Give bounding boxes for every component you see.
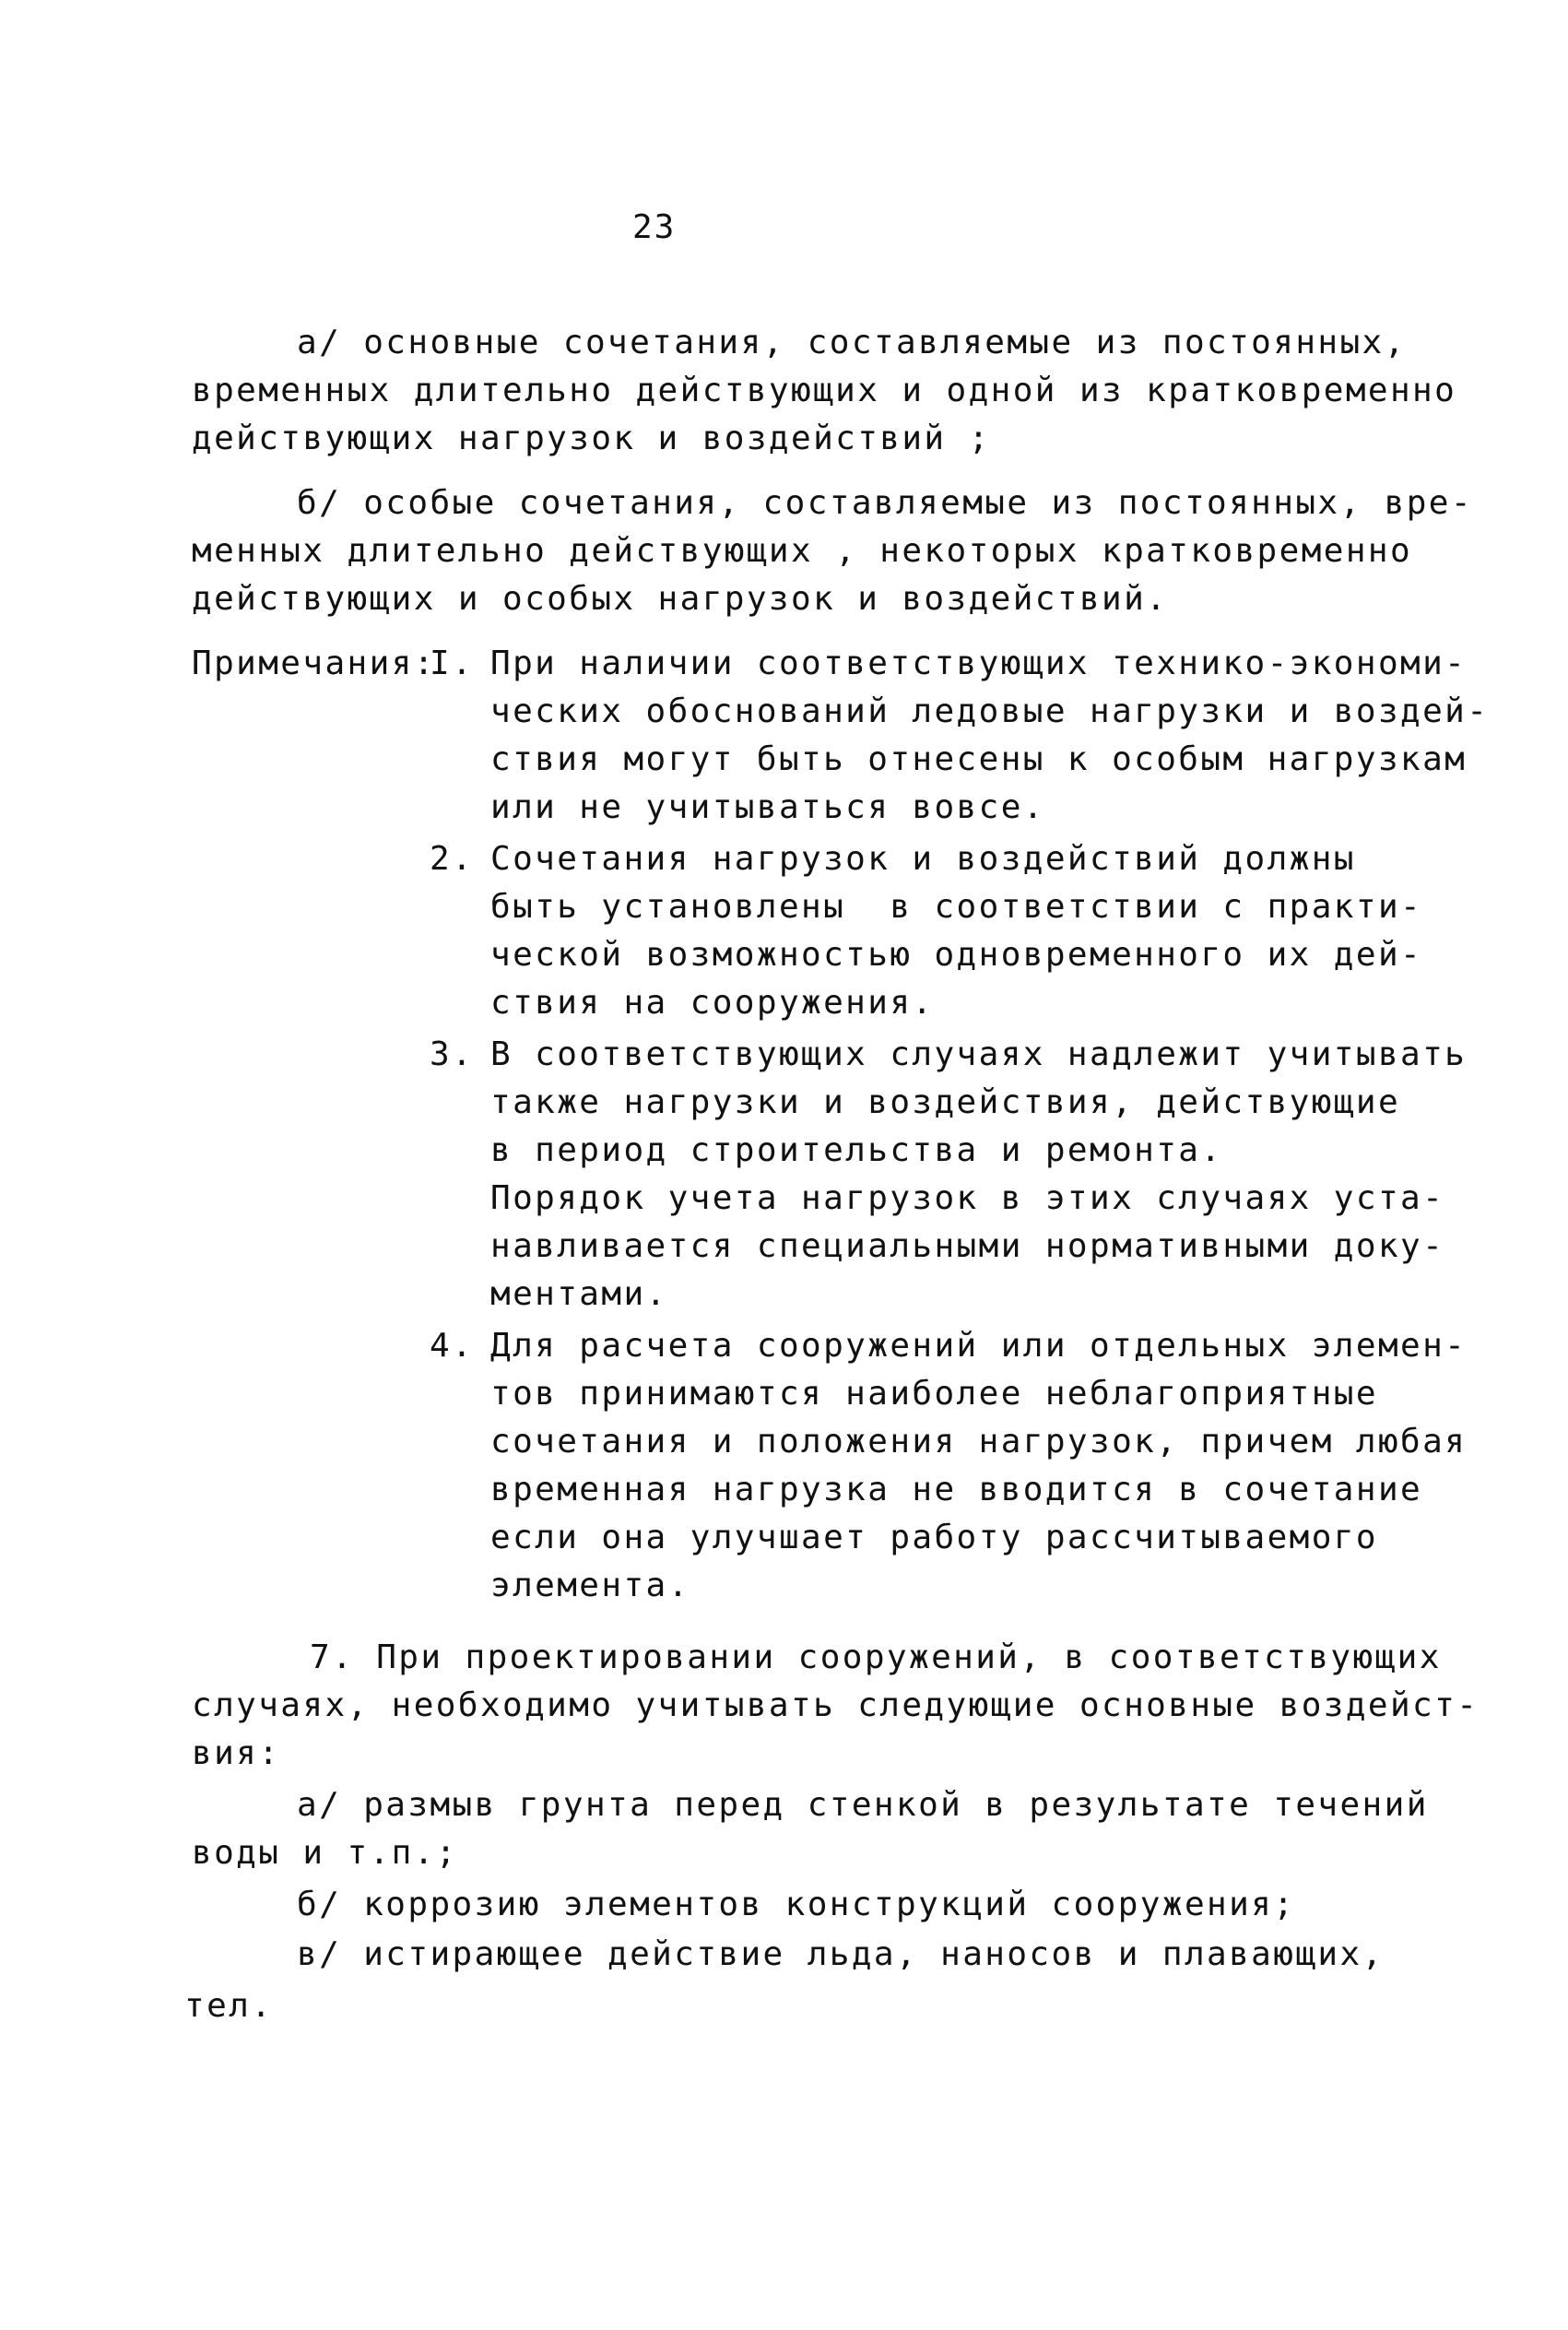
note-line: временная нагрузка не вводится в сочетание: [490, 1471, 1423, 1508]
note-line: сочетания и положения нагрузок, причем любая: [490, 1423, 1468, 1461]
note-number: 2.: [430, 840, 475, 878]
para-a-line-3: действующих нагрузок и воздействий ;: [192, 420, 991, 457]
note-line: Для расчета сооружений или отдельных элемен-: [490, 1327, 1468, 1365]
note-line: ментами.: [490, 1275, 668, 1313]
note-line: ческих обоснований ледовые нагрузки и воздей-: [490, 692, 1490, 730]
section-7-item-v: в/ истирающее действие льда, наносов и плавающих,: [297, 1935, 1385, 1973]
note-line: Сочетания нагрузок и воздействий должны: [490, 840, 1356, 878]
section-7-line-2: случаях, необходимо учитывать следующие основные воздейст-: [192, 1686, 1480, 1724]
note-line: тов принимаются наиболее неблагоприятные: [490, 1375, 1378, 1413]
note-line: быть установлены в соответствии с практи-: [490, 888, 1423, 926]
page-number: 23: [632, 208, 677, 246]
note-number: I.: [430, 645, 475, 682]
note-line: В соответствующих случаях надлежит учитывать: [490, 1035, 1468, 1073]
note-line: ствия могут быть отнесены к особым нагрузкам: [490, 740, 1468, 778]
note-line: Порядок учета нагрузок в этих случаях уста-: [490, 1179, 1445, 1217]
note-line: навливается специальными нормативными доку-: [490, 1227, 1445, 1265]
para-b-line-3: действующих и особых нагрузок и воздействий.: [192, 580, 1169, 618]
para-b-line-2: менных длительно действующих , некоторых кратковременно: [192, 532, 1413, 570]
section-7-item-b: б/ коррозию элементов конструкций сооружения;: [297, 1886, 1296, 1923]
section-7-line-1: 7. При проектировании сооружений, в соответствующих: [310, 1638, 1442, 1676]
section-7-item-a-cont: воды и т.п.;: [192, 1834, 458, 1872]
para-b-line-1: б/ особые сочетания, составляемые из постоянных, вре-: [297, 484, 1473, 522]
notes-label: Примечания:: [192, 645, 436, 682]
note-number: 4.: [430, 1327, 475, 1365]
note-line: или не учитываться вовсе.: [490, 788, 1045, 826]
note-number: 3.: [430, 1035, 475, 1073]
note-line: ческой возможностью одновременного их дей-: [490, 936, 1423, 974]
note-line: если она улучшает работу рассчитываемого: [490, 1519, 1378, 1556]
section-7-line-3: вия:: [192, 1734, 281, 1772]
para-a-line-1: а/ основные сочетания, составляемые из постоянных,: [297, 324, 1407, 361]
note-line: ствия на сооружения.: [490, 984, 935, 1022]
para-a-line-2: временных длительно действующих и одной из кратковременно: [192, 372, 1457, 409]
note-line: также нагрузки и воздействия, действующие: [490, 1083, 1401, 1121]
note-line: При наличии соответствующих технико-экономи-: [490, 645, 1468, 682]
note-line: элемента.: [490, 1567, 690, 1604]
section-7-item-v-cont: тел.: [184, 1987, 274, 2025]
section-7-item-a: а/ размыв грунта перед стенкой в результате течений: [297, 1786, 1429, 1824]
note-line: в период строительства и ремонта.: [490, 1131, 1223, 1169]
